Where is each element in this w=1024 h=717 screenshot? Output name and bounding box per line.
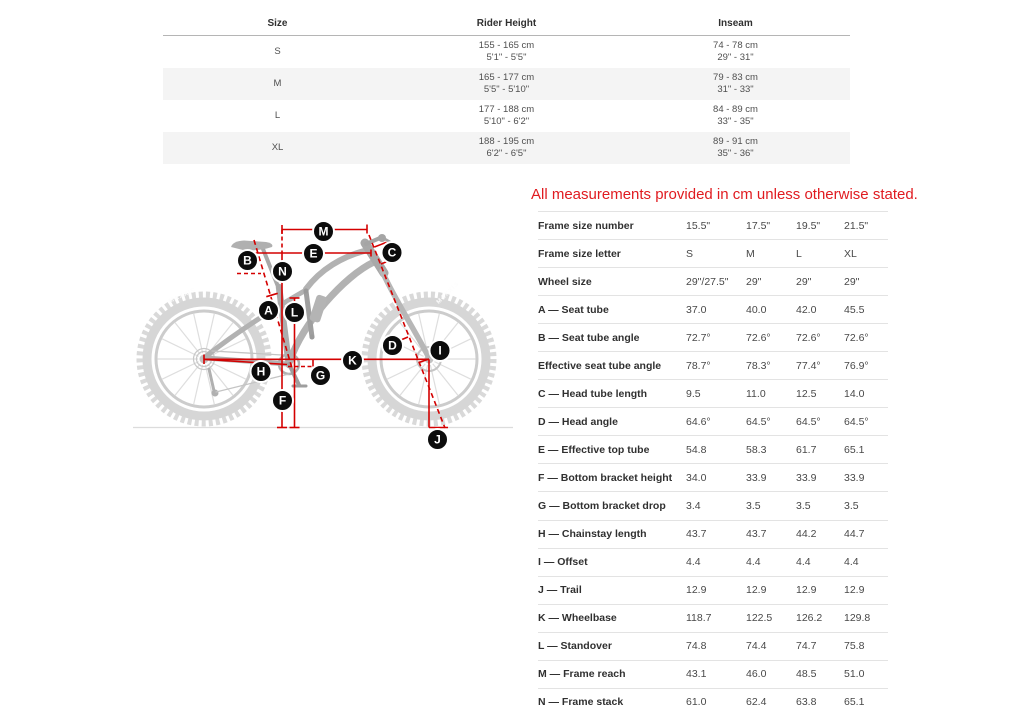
svg-text:B: B: [243, 253, 252, 268]
geometry-row: [538, 491, 888, 519]
geometry-value: 118.7: [686, 612, 712, 625]
size-range-line: 33" - 35": [717, 116, 754, 127]
geometry-value: 34.0: [686, 471, 707, 484]
geometry-value: 9.5: [686, 387, 701, 400]
geometry-value: 63.8: [796, 696, 817, 709]
geometry-value: 64.5°: [796, 415, 821, 428]
measurement-badge-f: [272, 390, 293, 411]
geometry-row: [538, 688, 888, 716]
geometry-value: 46.0: [746, 668, 767, 681]
geometry-value: 61.0: [686, 696, 707, 709]
measurement-badge-i: [430, 340, 451, 361]
geometry-value: 64.5°: [746, 415, 771, 428]
geometry-row: [538, 604, 888, 632]
geometry-value: 72.6°: [796, 331, 821, 344]
geometry-value: 43.7: [746, 528, 767, 541]
geometry-value: 3.5: [796, 499, 811, 512]
svg-text:A: A: [264, 303, 273, 318]
size-range-line: 74 - 78 cm: [713, 40, 758, 51]
geometry-value: 37.0: [686, 303, 707, 316]
geometry-value: 62.4: [746, 696, 767, 709]
svg-text:I: I: [438, 343, 442, 358]
geometry-value: 33.9: [746, 471, 767, 484]
size-range-line: 6'2" - 6'5": [486, 148, 527, 159]
svg-text:K: K: [348, 353, 357, 368]
geometry-value: 58.3: [746, 443, 767, 456]
geometry-value: 12.9: [746, 584, 767, 597]
size-table-row: [163, 132, 850, 164]
geometry-value: 61.7: [796, 443, 817, 456]
measurement-badge-a: [258, 300, 279, 321]
geometry-label: Wheel size: [538, 275, 592, 288]
geometry-label: K — Wheelbase: [538, 612, 617, 625]
geometry-value: 74.8: [686, 640, 707, 653]
geometry-value: 40.0: [746, 303, 767, 316]
geometry-value: 51.0: [844, 668, 865, 681]
geometry-value: 12.5: [796, 387, 817, 400]
size-range-line: 5'5" - 5'10": [483, 84, 530, 95]
geometry-value: 29": [796, 275, 812, 288]
geometry-value: XL: [844, 247, 857, 260]
geometry-label: D — Head angle: [538, 415, 618, 428]
geometry-value: 45.5: [844, 303, 865, 316]
size-cell: L: [274, 110, 281, 121]
measurement-badge-m: [313, 221, 334, 242]
size-range-line: 89 - 91 cm: [713, 136, 758, 147]
geometry-row: [538, 407, 888, 435]
geometry-value: 4.4: [796, 556, 811, 569]
svg-text:H: H: [256, 364, 266, 379]
measurement-badge-b: [237, 250, 258, 271]
size-range-cell: [392, 40, 621, 64]
size-range-line: 165 - 177 cm: [478, 72, 535, 83]
measurement-badge-d: [382, 335, 403, 356]
size-range-cell: [621, 136, 850, 160]
geometry-value: 15.5": [686, 219, 711, 232]
geometry-value: 126.2: [796, 612, 823, 625]
geometry-value: 43.1: [686, 668, 707, 681]
geometry-value: 4.4: [844, 556, 859, 569]
geometry-value: 65.1: [844, 443, 865, 456]
geometry-value: 33.9: [844, 471, 865, 484]
geometry-row: [538, 520, 888, 548]
geometry-value: 43.7: [686, 528, 707, 541]
geometry-label: Effective seat tube angle: [538, 359, 662, 372]
svg-text:L: L: [290, 305, 299, 320]
geometry-value: 44.2: [796, 528, 817, 541]
size-range-line: 177 - 188 cm: [478, 104, 535, 115]
size-range-cell: [392, 136, 621, 160]
geometry-value: 29": [746, 275, 762, 288]
measurement-badge-k: [342, 350, 363, 371]
geometry-value: 72.6°: [746, 331, 771, 344]
geometry-value: 77.4°: [796, 359, 821, 372]
size-table-row: [163, 100, 850, 132]
geometry-value: 64.5°: [844, 415, 869, 428]
geometry-value: M: [746, 247, 755, 260]
geometry-value: 12.9: [796, 584, 817, 597]
geometry-value: 3.4: [686, 499, 701, 512]
geometry-row: [538, 295, 888, 323]
geometry-value: 19.5": [796, 219, 821, 232]
geometry-row: [538, 267, 888, 295]
size-range-line: 5'1" - 5'5": [486, 52, 527, 63]
geometry-value: 75.8: [844, 640, 865, 653]
measurement-badge-j: [427, 429, 448, 450]
size-table-header-cell: Rider Height: [476, 18, 537, 29]
geometry-table: [538, 211, 888, 716]
geometry-value: 78.3°: [746, 359, 771, 372]
rider-size-table: [163, 12, 850, 164]
geometry-row: [538, 548, 888, 576]
derailleur: [209, 369, 214, 391]
measurement-badge-l: [284, 302, 305, 323]
chain: [212, 351, 282, 355]
geometry-label: I — Offset: [538, 556, 588, 569]
size-range-line: 5'10" - 6'2": [483, 116, 530, 127]
svg-text:F: F: [278, 393, 287, 408]
geometry-row: [538, 211, 888, 239]
size-range-line: 79 - 83 cm: [713, 72, 758, 83]
geometry-row: [538, 435, 888, 463]
size-table-body: [163, 36, 850, 164]
svg-text:J: J: [434, 432, 441, 447]
size-cell: M: [273, 78, 282, 89]
geometry-value: 65.1: [844, 696, 865, 709]
size-range-cell: [392, 104, 621, 128]
geometry-value: 44.7: [844, 528, 865, 541]
geometry-value: 17.5": [746, 219, 771, 232]
measurement-badge-e: [303, 243, 324, 264]
measurement-badge-n: [272, 261, 293, 282]
geometry-label: Frame size number: [538, 219, 634, 232]
size-table-row: [163, 36, 850, 68]
geometry-label: N — Frame stack: [538, 696, 624, 709]
size-range-line: 155 - 165 cm: [478, 40, 535, 51]
size-range-line: 29" - 31": [717, 52, 754, 63]
geometry-label: E — Effective top tube: [538, 443, 650, 456]
saddle: [231, 241, 272, 251]
geometry-value: 4.4: [746, 556, 761, 569]
measurement-badge-c: [382, 242, 403, 263]
units-note: All measurements provided in cm unless otherwise stated.: [531, 186, 918, 203]
geometry-value: 29": [844, 275, 860, 288]
geometry-row: [538, 351, 888, 379]
bike-geometry-diagram: [118, 210, 518, 460]
svg-text:G: G: [315, 368, 326, 383]
size-range-line: 188 - 195 cm: [478, 136, 535, 147]
size-range-cell: [621, 40, 850, 64]
size-range-line: 31" - 33": [717, 84, 754, 95]
geometry-value: 21.5": [844, 219, 869, 232]
geometry-value: 48.5: [796, 668, 817, 681]
geometry-label: H — Chainstay length: [538, 528, 647, 541]
geometry-value: 74.7: [796, 640, 817, 653]
geometry-row: [538, 239, 888, 267]
geometry-value: 76.9°: [844, 359, 869, 372]
size-table-header-cell: Size: [267, 18, 288, 29]
measurement-badge-g: [310, 365, 331, 386]
geometry-label: Frame size letter: [538, 247, 621, 260]
svg-text:C: C: [387, 245, 397, 260]
svg-text:E: E: [309, 246, 318, 261]
size-table-row: [163, 68, 850, 100]
geometry-label: C — Head tube length: [538, 387, 648, 400]
geometry-label: B — Seat tube angle: [538, 331, 640, 344]
geometry-value: 33.9: [796, 471, 817, 484]
geometry-row: [538, 576, 888, 604]
size-table-header: [163, 12, 850, 36]
tire-brand-front: MAXXIS: [435, 281, 461, 306]
geometry-value: 42.0: [796, 303, 817, 316]
size-range-cell: [392, 72, 621, 96]
geometry-label: M — Frame reach: [538, 668, 626, 681]
geometry-value: 4.4: [686, 556, 701, 569]
geometry-label: F — Bottom bracket height: [538, 471, 673, 484]
geometry-value: 3.5: [844, 499, 859, 512]
size-range-cell: [621, 72, 850, 96]
svg-text:N: N: [278, 264, 287, 279]
geometry-value: 14.0: [844, 387, 865, 400]
svg-text:D: D: [388, 338, 397, 353]
measurement-badge-h: [251, 361, 272, 382]
geometry-value: 74.4: [746, 640, 767, 653]
geometry-value: 64.6°: [686, 415, 711, 428]
geometry-row: [538, 632, 888, 660]
geometry-value: 72.7°: [686, 331, 711, 344]
svg-text:M: M: [318, 224, 329, 239]
geometry-value: L: [796, 247, 802, 260]
tire-brand-rear: MAXXIS: [168, 287, 198, 305]
geometry-value: S: [686, 247, 694, 260]
size-range-line: 35" - 36": [717, 148, 754, 159]
geometry-value: 72.6°: [844, 331, 869, 344]
size-cell: XL: [271, 142, 284, 153]
geometry-value: 122.5: [746, 612, 773, 625]
size-range-cell: [621, 104, 850, 128]
geometry-label: G — Bottom bracket drop: [538, 499, 666, 512]
geometry-value: 12.9: [844, 584, 865, 597]
size-table-header-cell: Inseam: [718, 18, 753, 29]
geometry-value: 11.0: [746, 387, 766, 400]
geometry-row: [538, 379, 888, 407]
geometry-label: A — Seat tube: [538, 303, 609, 316]
geometry-label: J — Trail: [538, 584, 582, 597]
size-cell: S: [274, 46, 281, 57]
geometry-row: [538, 323, 888, 351]
geometry-value: 29"/27.5": [686, 275, 729, 288]
size-range-line: 84 - 89 cm: [713, 104, 758, 115]
geometry-value: 78.7°: [686, 359, 711, 372]
geometry-value: 129.8: [844, 612, 871, 625]
geometry-row: [538, 463, 888, 491]
geometry-value: 3.5: [746, 499, 761, 512]
geometry-label: L — Standover: [538, 640, 612, 653]
geometry-value: 54.8: [686, 443, 707, 456]
geometry-value: 12.9: [686, 584, 707, 597]
geometry-row: [538, 660, 888, 688]
